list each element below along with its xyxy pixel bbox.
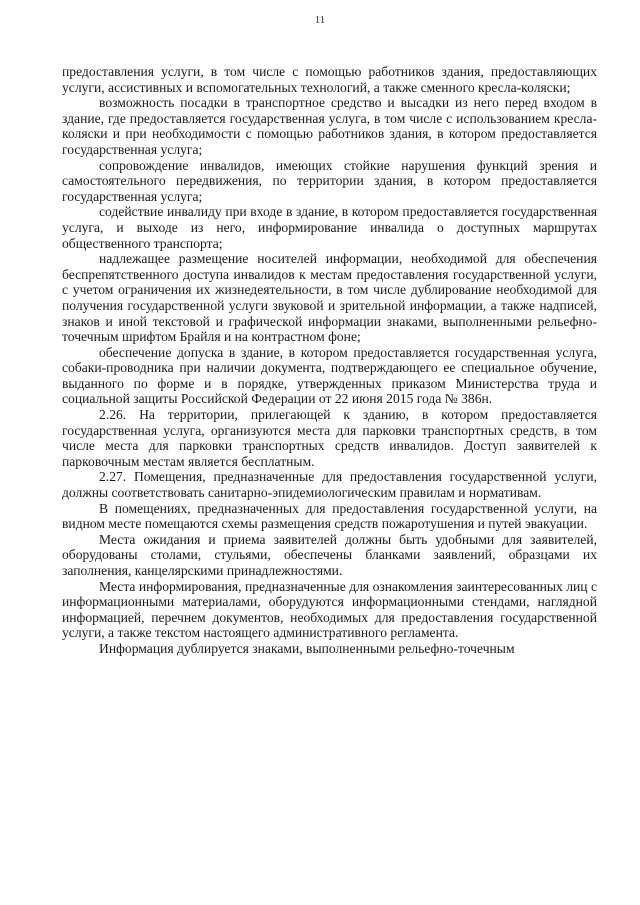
paragraph-6: обеспечение допуска в здание, в котором предоставляется государственная услуга, собаки-проводника при наличии документа, подтверждающего ее специальное обучение, выданного по форме и в порядке, утвержденных приказом Министерства труда и социальной защиты Российской Федерации от 22 июня 2015 года № 386н. xyxy=(62,344,597,407)
page-body xyxy=(62,64,597,657)
paragraph-8: 2.27. Помещения, предназначенные для предоставления государственной услуги, должны соответствовать санитарно-эпидемиологическим правилам и нормативам. xyxy=(62,469,597,501)
paragraph-3: сопровождение инвалидов, имеющих стойкие нарушения функций зрения и самостоятельного передвижения, по территории здания, в котором предоставляется государственная услуга; xyxy=(62,157,597,204)
paragraph-11: Места информирования, предназначенные для ознакомления заинтересованных лиц с информационными материалами, оборудуются информационными стендами, наглядной информацией, перечнем документов, необходимых для предоставления государственной услуги, а также текстом настоящего административного регламента. xyxy=(62,578,597,641)
paragraph-1: предоставления услуги, в том числе с помощью работников здания, предоставляющих услуги, ассистивных и вспомогательных технологий, а также сменного кресла-коляски; xyxy=(62,64,597,95)
paragraph-9: В помещениях, предназначенных для предоставления государственной услуги, на видном месте помещаются схемы размещения средств пожаротушения и путей эвакуации. xyxy=(62,500,597,532)
paragraph-10: Места ожидания и приема заявителей должны быть удобными для заявителей, оборудованы столами, стульями, обеспечены бланками заявлений, образцами их заполнения, канцелярскими принадлежностями. xyxy=(62,531,597,578)
paragraph-5: надлежащее размещение носителей информации, необходимой для обеспечения беспрепятственного доступа инвалидов к местам предоставления государственной услуги, с учетом ограничения их жизнедеятельности, в том числе дублирование необходимой для получения государственной услуги звуковой и зрительной информации, а также надписей, знаков и иной текстовой и графической информации знаками, выполненными рельефно-точечным шрифтом Брайля и на контрастном фоне; xyxy=(62,251,597,345)
paragraph-4: содействие инвалиду при входе в здание, в котором предоставляется государственная услуга, и выходе из него, информирование инвалида о доступных маршрутах общественного транспорта; xyxy=(62,204,597,251)
paragraph-12: Информация дублируется знаками, выполненными рельефно-точечным xyxy=(99,640,515,656)
paragraph-2: возможность посадки в транспортное средство и высадки из него перед входом в здание, где предоставляется государственная услуга, в том числе с использованием кресла-коляски и при необходимости с помощью работников здания, в котором предоставляется государственная услуга; xyxy=(62,95,597,157)
paragraph-7: 2.26. На территории, прилегающей к зданию, в котором предоставляется государственная услуга, организуются места для парковки транспортных средств, в том числе места для парковки транспортных средств инвалидов. Доступ заявителей к парковочным местам является бесплатным. xyxy=(62,407,597,469)
page-number: 11 xyxy=(314,14,326,26)
